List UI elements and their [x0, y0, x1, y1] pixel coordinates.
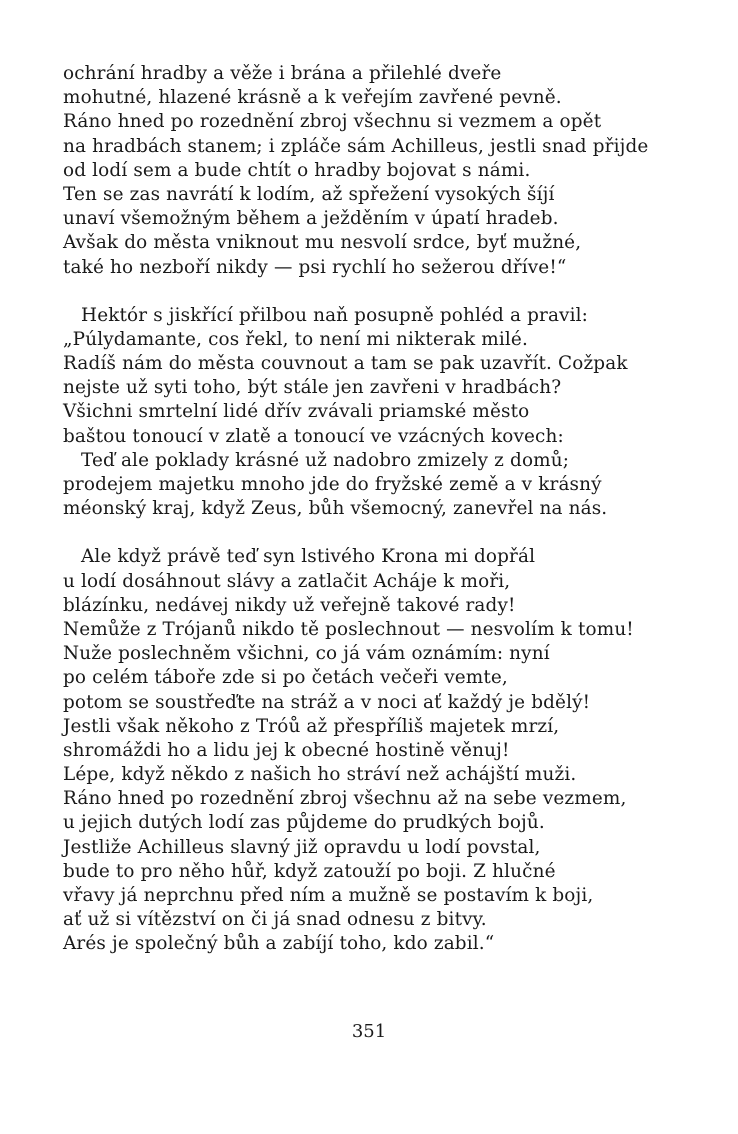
- verse-line: Jestliže Achilleus slavný již opravdu u lodí povstal,: [63, 836, 541, 858]
- verse-line: potom se soustřeďte na stráž a v noci ať každý je bdělý!: [63, 691, 591, 713]
- verse-line: „Púlydamante, cos řekl, to není mi nikterak milé.: [63, 328, 528, 350]
- verse-line: Ráno hned po rozednění zbroj všechnu si vezmem a opět: [63, 111, 602, 133]
- stanza: [63, 545, 683, 956]
- stanza-gap: [63, 521, 683, 545]
- verse-line: u lodí dosáhnout slávy a zatlačit Acháje k moři,: [63, 570, 511, 592]
- verse-line: od lodí sem a bude chtít o hradby bojovat s námi.: [63, 159, 531, 181]
- verse-line: prodejem majetku mnoho jde do fryžské země a v krásný: [63, 474, 602, 495]
- verse-line: na hradbách stanem; i zpláče sám Achilleus, jestli snad přijde: [63, 135, 649, 157]
- verse-line: Nuže poslechněm všichni, co já vám oznámím: nyní: [63, 643, 550, 665]
- verse-line: Lépe, když někdo z našich ho stráví než achájští muži.: [63, 764, 577, 786]
- poem-text: [63, 62, 683, 957]
- verse-line: také ho nezboří nikdy — psi rychlí ho sežerou dříve!“: [63, 256, 567, 278]
- verse-line: Všichni smrtelní lidé dřív zvávali priamské město: [63, 401, 530, 423]
- verse-line: u jejich dutých lodí zas půjdeme do prudkých bojů.: [63, 812, 545, 834]
- verse-line: Ale když právě teď syn lstivého Krona mi dopřál: [81, 546, 536, 568]
- verse-line: Arés je společný bůh a zabíjí toho, kdo zabil.“: [63, 933, 495, 955]
- verse-line: mohutné, hlazené krásně a k veřejím zavřené pevně.: [63, 87, 562, 109]
- stanza: [63, 304, 683, 522]
- verse-line: Avšak do města vniknout mu nesvolí srdce, byť mužné,: [63, 232, 582, 254]
- verse-line: unaví všemožným během a ježděním v úpatí hradeb.: [63, 208, 559, 230]
- verse-line: ať už si vítězství on či já snad odnesu z bitvy.: [63, 909, 487, 931]
- stanza-gap: [63, 280, 683, 304]
- verse-line: Ten se zas navrátí k lodím, až spřežení vysokých šíjí: [63, 183, 555, 205]
- verse-line: Radíš nám do města couvnout a tam se pak uzavřít. Cožpak: [63, 353, 628, 375]
- stanza: [63, 62, 683, 280]
- verse-line: méonský kraj, když Zeus, bůh všemocný, zanevřel na nás.: [63, 498, 608, 520]
- verse-line: bude to pro něho hůř, když zatouží po boji. Z hlučné: [63, 860, 556, 882]
- verse-line: shromáždi ho a lidu jej k obecné hostině věnuj!: [63, 739, 510, 761]
- verse-line: po celém táboře zde si po četách večeři vemte,: [63, 667, 508, 689]
- verse-line: nejste už syti toho, být stále jen zavřeni v hradbách?: [63, 377, 562, 399]
- verse-line: baštou tonoucí v zlatě a tonoucí ve vzácných kovech:: [63, 425, 564, 447]
- verse-line: blázínku, nedávej nikdy už veřejně takové rady!: [63, 594, 516, 616]
- verse-line: Teď ale poklady krásné už nadobro zmizely z domů;: [81, 449, 570, 471]
- verse-line: Ráno hned po rozednění zbroj všechnu až na sebe vezmem,: [63, 788, 627, 810]
- verse-line: Jestli však někoho z Tróů až přespříliš majetek mrzí,: [63, 715, 560, 737]
- verse-line: vřavy já neprchnu před ním a mužně se postavím k boji,: [63, 885, 594, 906]
- page-number: 351: [351, 1021, 387, 1042]
- verse-line: Hektór s jiskřící přilbou naň posupně pohléd a pravil:: [81, 304, 589, 326]
- verse-line: Nemůže z Trójanů nikdo tě poslechnout — nesvolím k tomu!: [63, 618, 634, 640]
- verse-line: ochrání hradby a věže i brána a přilehlé dveře: [63, 63, 502, 84]
